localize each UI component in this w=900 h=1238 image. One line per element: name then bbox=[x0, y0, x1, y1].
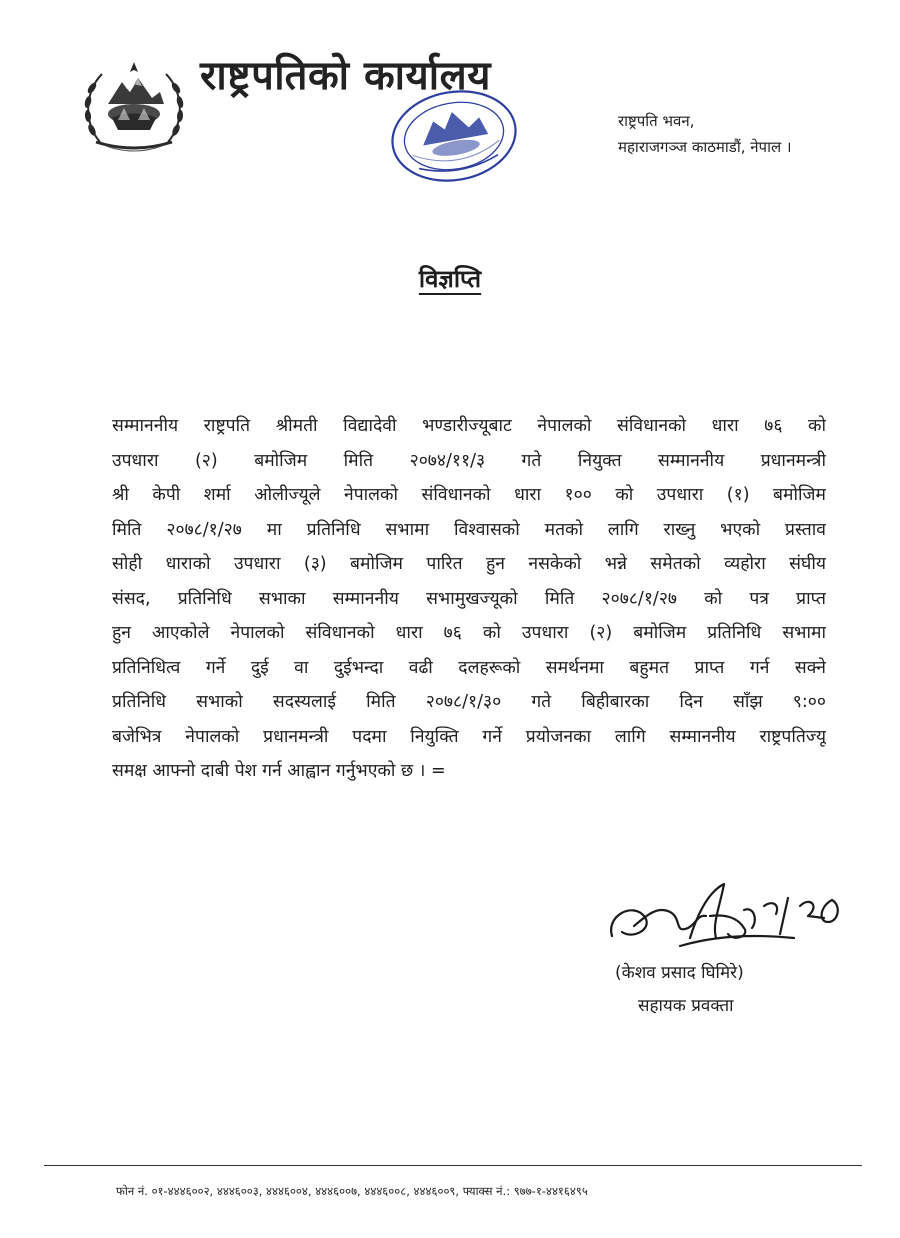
office-title: राष्ट्रपतिको कार्यालय bbox=[200, 53, 491, 99]
office-address bbox=[618, 108, 792, 160]
notice-line: संसद, प्रतिनिधि सभाका सम्माननीय सभामुखज्यूको मिति २०७८/१/२७ को पत्र प्राप्त bbox=[112, 588, 826, 609]
notice-line: बजेभित्र नेपालको प्रधानमन्त्री पदमा नियुक्ति गर्ने प्रयोजनका लागि सम्माननीय राष्ट्रपतिज्यू bbox=[112, 726, 826, 747]
notice-line: समक्ष आफ्नो दाबी पेश गर्न आह्वान गर्नुभएको छ । = bbox=[112, 761, 446, 781]
notice-line: सम्माननीय राष्ट्रपति श्रीमती विद्यादेवी भण्डारीज्यूबाट नेपालको संविधानको धारा ७६ को bbox=[112, 416, 826, 436]
signatory-title: सहायक प्रवक्ता bbox=[638, 996, 734, 1016]
office-stamp-icon bbox=[384, 82, 524, 190]
signatory-name: (केशव प्रसाद घिमिरे) bbox=[615, 963, 744, 983]
footer-contact: फोन नं. ०१-४४४६००२, ४४४६००३, ४४४६००४, ४४४६००७, ४४४६००८, ४४४६००९, फ्याक्स नं.: ९७७-१-४४१६४९५ bbox=[116, 1184, 588, 1198]
nepal-emblem-icon bbox=[78, 58, 190, 158]
notice-line: श्री केपी शर्मा ओलीज्यूले नेपालको संविधानको धारा १०० को उपधारा (१) बमोजिम bbox=[112, 485, 826, 505]
address-line-2: महाराजगञ्ज काठमाडौं, नेपाल । bbox=[618, 138, 792, 156]
notice-heading-text: विज्ञप्ति bbox=[418, 265, 482, 293]
notice-line: हुन आएकोले नेपालको संविधानको धारा ७६ को उपधारा (२) बमोजिम प्रतिनिधि सभामा bbox=[112, 623, 826, 643]
notice-line: मिति २०७८/१/२७ मा प्रतिनिधि सभामा विश्वासको मतको लागि राख्नु भएको प्रस्ताव bbox=[112, 519, 826, 540]
address-line-1: राष्ट्रपति भवन, bbox=[618, 112, 695, 130]
notice-body bbox=[112, 409, 826, 789]
notice-line: सोही धाराको उपधारा (३) बमोजिम पारित हुन नसकेको भन्ने समेतको व्यहोरा संघीय bbox=[112, 554, 826, 574]
footer-divider bbox=[44, 1165, 862, 1166]
signature bbox=[604, 876, 844, 960]
notice-heading bbox=[0, 262, 900, 295]
notice-line: प्रतिनिधि सभाको सदस्यलाई मिति २०७८/१/३० गते बिहीबारका दिन साँझ ९:०० bbox=[112, 692, 826, 712]
notice-line: उपधारा (२) बमोजिम मिति २०७४/११/३ गते नियुक्त सम्माननीय प्रधानमन्त्री bbox=[112, 450, 826, 471]
notice-line: प्रतिनिधित्व गर्ने दुई वा दुईभन्दा वढी दलहरूको समर्थनमा बहुमत प्राप्त गर्न सक्ने bbox=[112, 657, 826, 678]
